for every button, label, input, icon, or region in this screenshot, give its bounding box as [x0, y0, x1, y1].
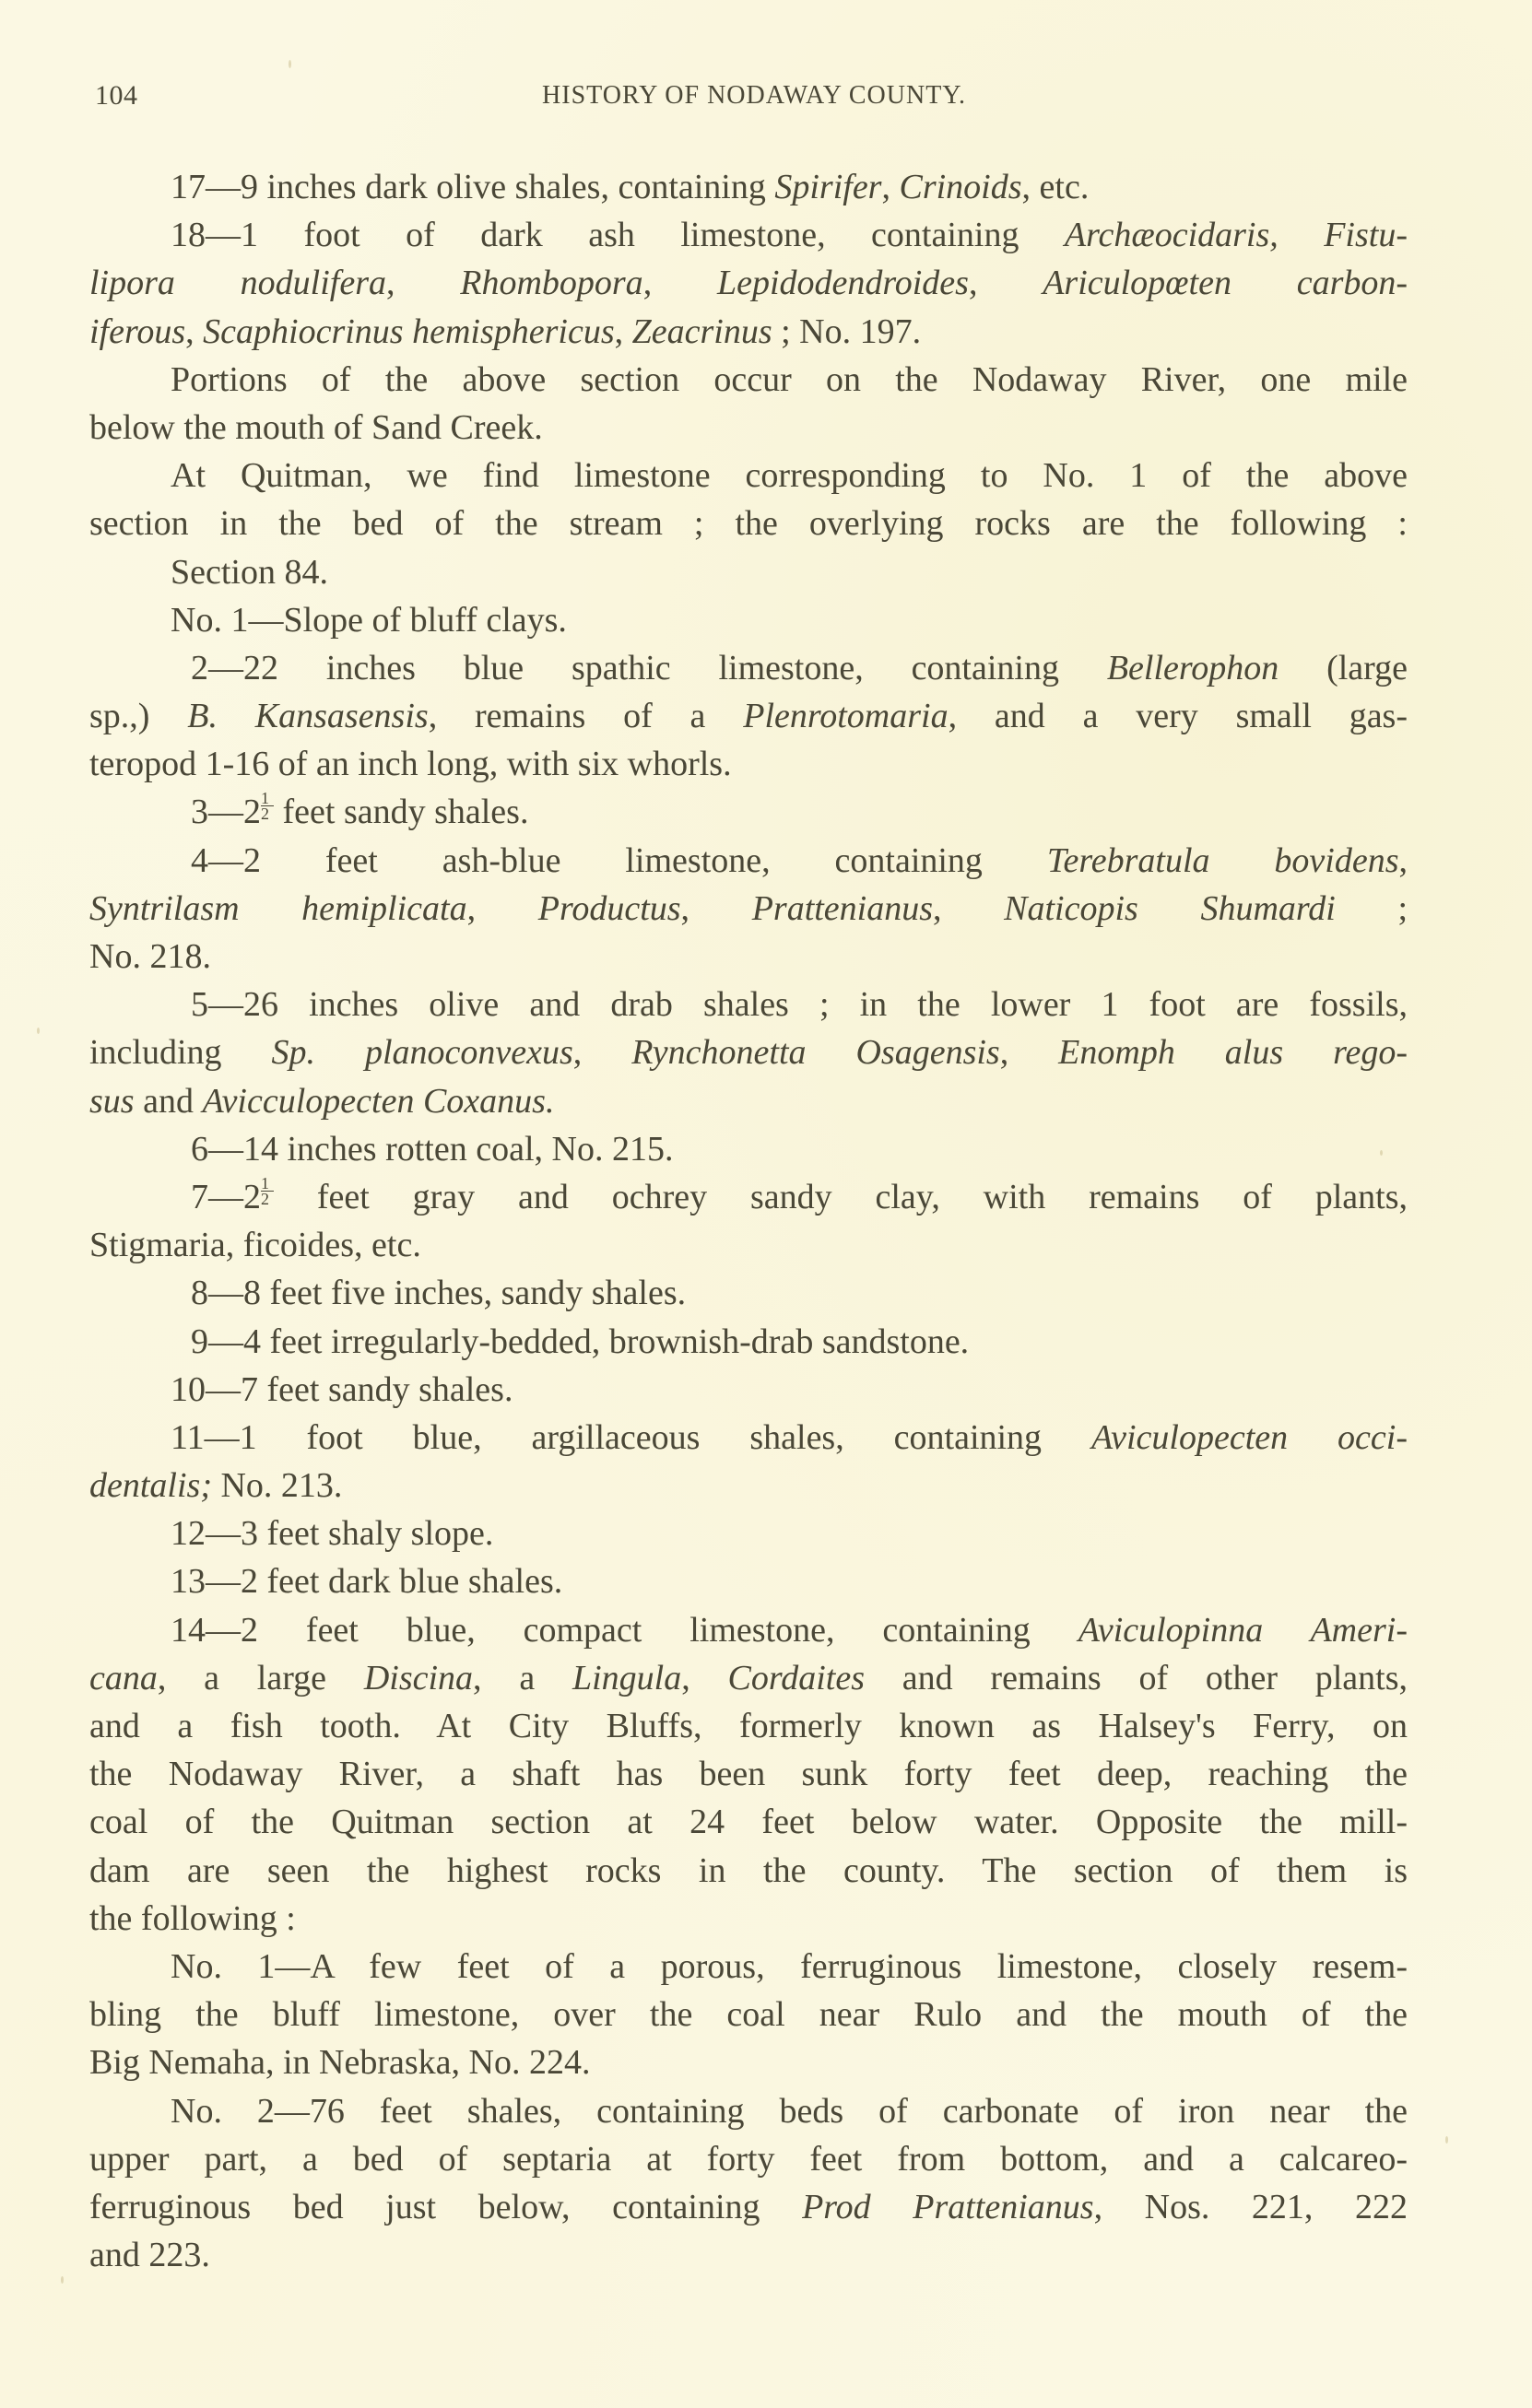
text-line — [89, 1125, 1408, 1173]
italic-taxon: Rynchonetta Osagensis — [631, 1033, 1000, 1073]
text-line — [89, 1173, 1408, 1221]
text-line — [89, 1077, 1408, 1125]
paper-speck — [289, 60, 291, 68]
text-line — [89, 788, 1408, 836]
text-line — [89, 356, 1408, 404]
text-line — [89, 499, 1408, 547]
text-line — [89, 163, 1408, 211]
text-run: , — [1398, 840, 1408, 880]
text-line — [89, 596, 1408, 644]
italic-taxon: Enomph alus rego- — [1058, 1033, 1408, 1073]
italic-taxon: cana — [89, 1658, 158, 1697]
text-run: , a — [473, 1658, 572, 1697]
text-run: coal of the Quitman section at 24 feet below water. Opposite the mill- — [89, 1803, 1408, 1842]
text-line — [89, 933, 1408, 981]
text-run: and — [134, 1081, 203, 1121]
italic-taxon: Bellerophon — [1106, 648, 1279, 687]
text-run: ; — [1335, 888, 1408, 928]
text-run: , — [681, 1658, 728, 1697]
text-run: , — [933, 888, 1005, 928]
italic-taxon: Rhombopora — [460, 264, 643, 303]
text-run: 8—8 feet five inches, sandy shales. — [191, 1274, 687, 1313]
text-line — [89, 1557, 1408, 1605]
text-line — [89, 2135, 1408, 2183]
italic-taxon: sus — [89, 1081, 135, 1121]
text-line — [89, 644, 1408, 692]
italic-taxon: Lingula — [572, 1658, 682, 1697]
text-line — [89, 740, 1408, 788]
paper-speck — [1380, 1150, 1383, 1156]
italic-taxon: Terebratula bovidens — [1046, 840, 1399, 880]
italic-taxon: Prattenianus — [751, 888, 934, 928]
text-run: , — [680, 888, 752, 928]
italic-taxon: Prod Prattenianus — [802, 2187, 1094, 2226]
text-run: , remains of a — [428, 697, 744, 736]
italic-taxon: Sp. planoconvexus — [271, 1033, 573, 1073]
text-run: , — [572, 1033, 632, 1073]
text-line — [89, 1847, 1408, 1895]
text-run: 11—1 foot blue, argillaceous shales, containing — [171, 1417, 1091, 1457]
text-line — [89, 211, 1408, 259]
italic-taxon: Archæocidaris, Fistu- — [1064, 216, 1408, 255]
text-run: 3—2 — [191, 793, 261, 832]
text-run: upper part, a bed of septaria at forty feet from bottom, and a calcareo- — [89, 2139, 1408, 2179]
text-run: (large — [1279, 648, 1408, 687]
text-line — [89, 1702, 1408, 1750]
text-run: ; No. 197. — [772, 311, 922, 351]
text-line — [89, 2087, 1408, 2135]
text-run: , — [185, 311, 204, 351]
text-run: the following : — [89, 1898, 296, 1938]
text-line — [89, 1318, 1408, 1366]
text-run: the Nodaway River, a shaft has been sunk forty feet deep, reaching the — [89, 1755, 1408, 1794]
text-run: 14—2 feet blue, compact limestone, containing — [171, 1610, 1078, 1650]
text-run: , Nos. 221, 222 — [1093, 2187, 1408, 2226]
italic-taxon: Syntrilasm hemiplicata — [89, 888, 467, 928]
text-run: 6—14 inches rotten coal, No. 215. — [191, 1129, 674, 1169]
text-run: Section 84. — [171, 552, 328, 592]
text-line — [89, 1750, 1408, 1798]
text-run: , — [385, 264, 461, 303]
text-line — [89, 1798, 1408, 1846]
text-run: No. 2—76 feet shales, containing beds of carbonate of iron near the — [171, 2091, 1408, 2131]
text-run: below the mouth of Sand Creek. — [89, 407, 543, 447]
running-head — [89, 81, 1408, 111]
text-run: feet gray and ochrey sandy clay, with remains of plants, — [274, 1177, 1408, 1216]
text-line — [89, 1366, 1408, 1414]
text-run: , — [614, 311, 632, 351]
italic-taxon: lipora nodulifera — [89, 264, 386, 303]
text-run: 13—2 feet dark blue shales. — [171, 1562, 563, 1602]
text-run: No. 218. — [89, 937, 211, 976]
text-run: 2—22 inches blue spathic limestone, containing — [191, 648, 1107, 687]
text-line — [89, 1509, 1408, 1557]
italic-taxon: Zeacrinus — [631, 311, 772, 351]
text-line — [89, 1269, 1408, 1317]
text-line — [89, 1991, 1408, 2038]
text-run: , and a very small gas- — [948, 697, 1408, 736]
text-run: , a large — [157, 1658, 364, 1697]
text-line — [89, 1462, 1408, 1509]
text-run: and remains of other plants, — [865, 1658, 1408, 1697]
text-line — [89, 981, 1408, 1028]
text-line — [89, 1943, 1408, 1991]
text-run: No. 1—A few feet of a porous, ferruginous limestone, closely resem- — [171, 1946, 1408, 1986]
paper-speck — [37, 1028, 40, 1034]
text-run: , — [466, 888, 538, 928]
text-line — [89, 259, 1408, 307]
italic-taxon: Scaphiocrinus hemisphericus — [203, 311, 615, 351]
italic-taxon: Aviculopecten occi- — [1091, 1417, 1408, 1457]
fraction: $\frac{1}{2}$ — [261, 791, 274, 821]
text-line — [89, 404, 1408, 452]
text-run: , — [881, 168, 900, 206]
text-line — [89, 1028, 1408, 1076]
text-line — [89, 308, 1408, 356]
text-run: 12—3 feet shaly slope. — [171, 1514, 494, 1554]
text-line — [89, 885, 1408, 933]
italic-taxon: Plenrotomaria — [743, 697, 949, 736]
italic-taxon: Productus — [537, 888, 681, 928]
text-run: 7—2 — [191, 1177, 261, 1216]
italic-taxon: Cordaites — [727, 1658, 865, 1697]
text-line — [89, 692, 1408, 740]
text-run: At Quitman, we find limestone corresponding to No. 1 of the above — [171, 456, 1408, 496]
text-run: ferruginous bed just below, containing — [89, 2187, 803, 2226]
running-title: HISTORY OF NODAWAY COUNTY. — [542, 81, 966, 110]
text-run: feet sandy shales. — [274, 793, 529, 832]
text-run: section in the bed of the stream ; the overlying rocks are the following : — [89, 504, 1408, 544]
paper-speck — [1445, 2136, 1448, 2144]
text-line — [89, 548, 1408, 596]
page-number: 104 — [95, 80, 138, 111]
text-run: 10—7 feet sandy shales. — [171, 1369, 513, 1409]
paper-speck — [61, 2276, 64, 2284]
text-run: including — [89, 1033, 272, 1073]
text-run: Stigmaria, ficoides, etc. — [89, 1226, 421, 1265]
text-run: , — [968, 264, 1043, 303]
text-run: and a fish tooth. At City Bluffs, formerly known as Halsey's Ferry, on — [89, 1707, 1408, 1745]
text-run: and 223. — [89, 2236, 210, 2275]
italic-taxon: iferous — [89, 311, 186, 351]
text-run: No. 213. — [211, 1466, 343, 1506]
text-line — [89, 1895, 1408, 1943]
text-run: Big Nemaha, in Nebraska, No. 224. — [89, 2043, 591, 2083]
italic-taxon: Avicculopecten Coxanus. — [202, 1081, 555, 1121]
italic-taxon: Discina — [363, 1658, 474, 1697]
text-line — [89, 1221, 1408, 1269]
text-line — [89, 1654, 1408, 1702]
text-run: , etc. — [1021, 168, 1090, 206]
italic-taxon: Naticopis Shumardi — [1004, 888, 1336, 928]
italic-taxon: Ariculopœten carbon- — [1043, 264, 1408, 303]
italic-taxon: Lepidodendroides — [716, 264, 969, 303]
text-run: teropod 1-16 of an inch long, with six whorls. — [89, 745, 732, 784]
text-run: 17—9 inches dark olive shales, containing — [171, 168, 775, 206]
fraction: $\frac{1}{2}$ — [261, 1176, 274, 1206]
text-run: dam are seen the highest rocks in the county. The section of them is — [89, 1850, 1408, 1890]
text-run: bling the bluff limestone, over the coal near Rulo and the mouth of the — [89, 1995, 1408, 2035]
text-run: 5—26 inches olive and drab shales ; in the lower 1 foot are fossils, — [191, 985, 1408, 1025]
text-run: Portions of the above section occur on the Nodaway River, one mile — [171, 359, 1408, 399]
text-run: , — [642, 264, 717, 303]
text-run: sp.,) — [89, 697, 188, 736]
text-run: 4—2 feet ash-blue limestone, containing — [191, 840, 1047, 880]
italic-taxon: Aviculopinna Ameri- — [1078, 1610, 1408, 1650]
italic-taxon: B. Kansasensis — [187, 697, 429, 736]
text-line — [89, 1414, 1408, 1462]
italic-taxon: dentalis; — [89, 1466, 212, 1506]
body-text — [89, 163, 1408, 2279]
text-line — [89, 2038, 1408, 2086]
italic-taxon: Crinoids — [899, 168, 1022, 206]
italic-taxon: Spirifer — [774, 168, 882, 206]
text-run: No. 1—Slope of bluff clays. — [171, 600, 567, 640]
text-run: 18—1 foot of dark ash limestone, containing — [171, 216, 1065, 255]
text-line — [89, 837, 1408, 885]
text-line — [89, 2183, 1408, 2231]
text-run: , — [999, 1033, 1059, 1073]
text-line — [89, 1606, 1408, 1654]
text-run: 9—4 feet irregularly-bedded, brownish-drab sandstone. — [191, 1321, 970, 1361]
text-line — [89, 452, 1408, 499]
text-line — [89, 2231, 1408, 2279]
